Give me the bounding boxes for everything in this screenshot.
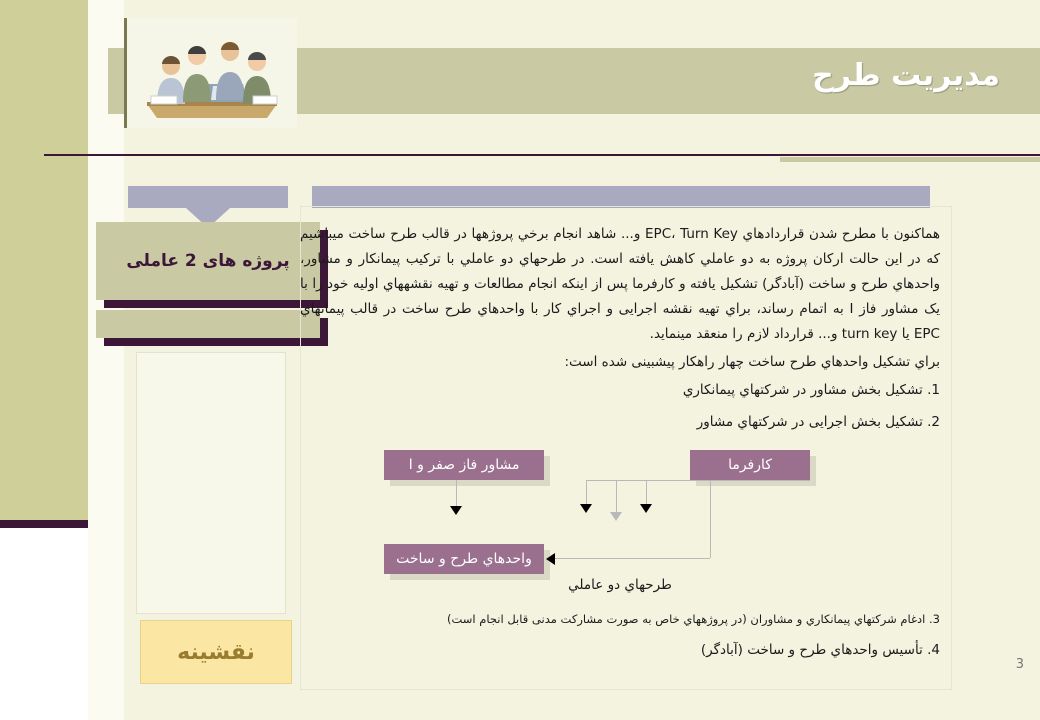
connector-employer-3: [646, 480, 647, 506]
arrow-employer-2: [610, 512, 622, 521]
two-party-diagram: [300, 444, 940, 584]
left-margin: [0, 0, 88, 720]
four-ways-paragraph: براي تشکیل واحدهاي طرح ساخت چهار راهکار پیشبینی شده است:: [564, 354, 940, 370]
diagram-box-consultant: مشاور فاز صفر و I: [384, 450, 544, 480]
left-tall-panel: [136, 352, 286, 614]
right-banner-bar: [312, 186, 930, 208]
list-item-1: 1. تشکیل بخش مشاور در شرکتهاي پیمانکاري: [682, 382, 940, 398]
left-secondary-panel: [96, 310, 320, 338]
content-area: [300, 222, 940, 682]
connector-employer-bus: [586, 480, 810, 481]
arrow-consultant-down: [450, 506, 462, 515]
list-item-4: 4. تأسیس واحدهاي طرح و ساخت (آبادگر): [700, 642, 940, 658]
arrow-employer-3: [640, 504, 652, 513]
left-box-label: پروژه های 2 عاملی: [126, 251, 290, 271]
left-accent-bar: [0, 520, 88, 528]
company-logo-text: نقشینه: [177, 639, 255, 665]
connector-to-units: [552, 558, 710, 559]
left-banner-bar: [128, 186, 288, 208]
left-olive-band: [0, 0, 88, 520]
company-logo: [140, 620, 292, 684]
arrow-to-units: [546, 553, 555, 565]
diagram-box-employer: کارفرما: [690, 450, 810, 480]
diagram-box-units: واحدهاي طرح و ساخت: [384, 544, 544, 574]
connector-consultant-down: [456, 480, 457, 508]
diagram-caption: طرحهاي دو عاملي: [568, 577, 672, 593]
clipart-frame: [124, 18, 297, 128]
page-number: 3: [1015, 657, 1024, 672]
list-item-2: 2. تشکیل بخش اجرایی در شرکتهاي مشاور: [696, 414, 940, 430]
list-item-3: 3. ادغام شرکتهاي پیمانکاري و مشاوران (در پروژههاي خاص به صورت مشارکت مدنی قابل انجام است): [446, 612, 940, 626]
page-title: مدیریت طرح: [812, 58, 1000, 93]
connector-right-vertical: [710, 480, 711, 558]
connector-employer-2: [616, 480, 617, 514]
header-divider-secondary: [780, 157, 1040, 162]
intro-paragraph: هماکنون با مطرح شدن قراردادهاي EPC، Turn Key و... شاهد انجام برخي پروژهها در قالب طرح ساخت ميباشيم که در این حالت ارکان پروژه به دو عاملي کاهش یافته است. در طرحهاي دو عاملي با ترکیب پیمانکار و مشاور، واحدهاي طرح و ساخت (آبادگر) تشکیل یافته و کارفرما پس از اینکه انجام مطالعات و تهیه نقشههاي اولیه خود را با یک مشاور فاز I به اتمام رساند، براي تهیه نقشه اجرایی و اجراي کار با واحدهاي طرح ساخت در قالب پیمانهاي EPC یا turn key و... قرارداد لازم را منعقد مينماید.: [300, 226, 940, 342]
arrow-employer-1: [580, 504, 592, 513]
team-meeting-image: [127, 18, 297, 128]
header-divider: [44, 154, 1040, 156]
connector-employer-1: [586, 480, 587, 506]
